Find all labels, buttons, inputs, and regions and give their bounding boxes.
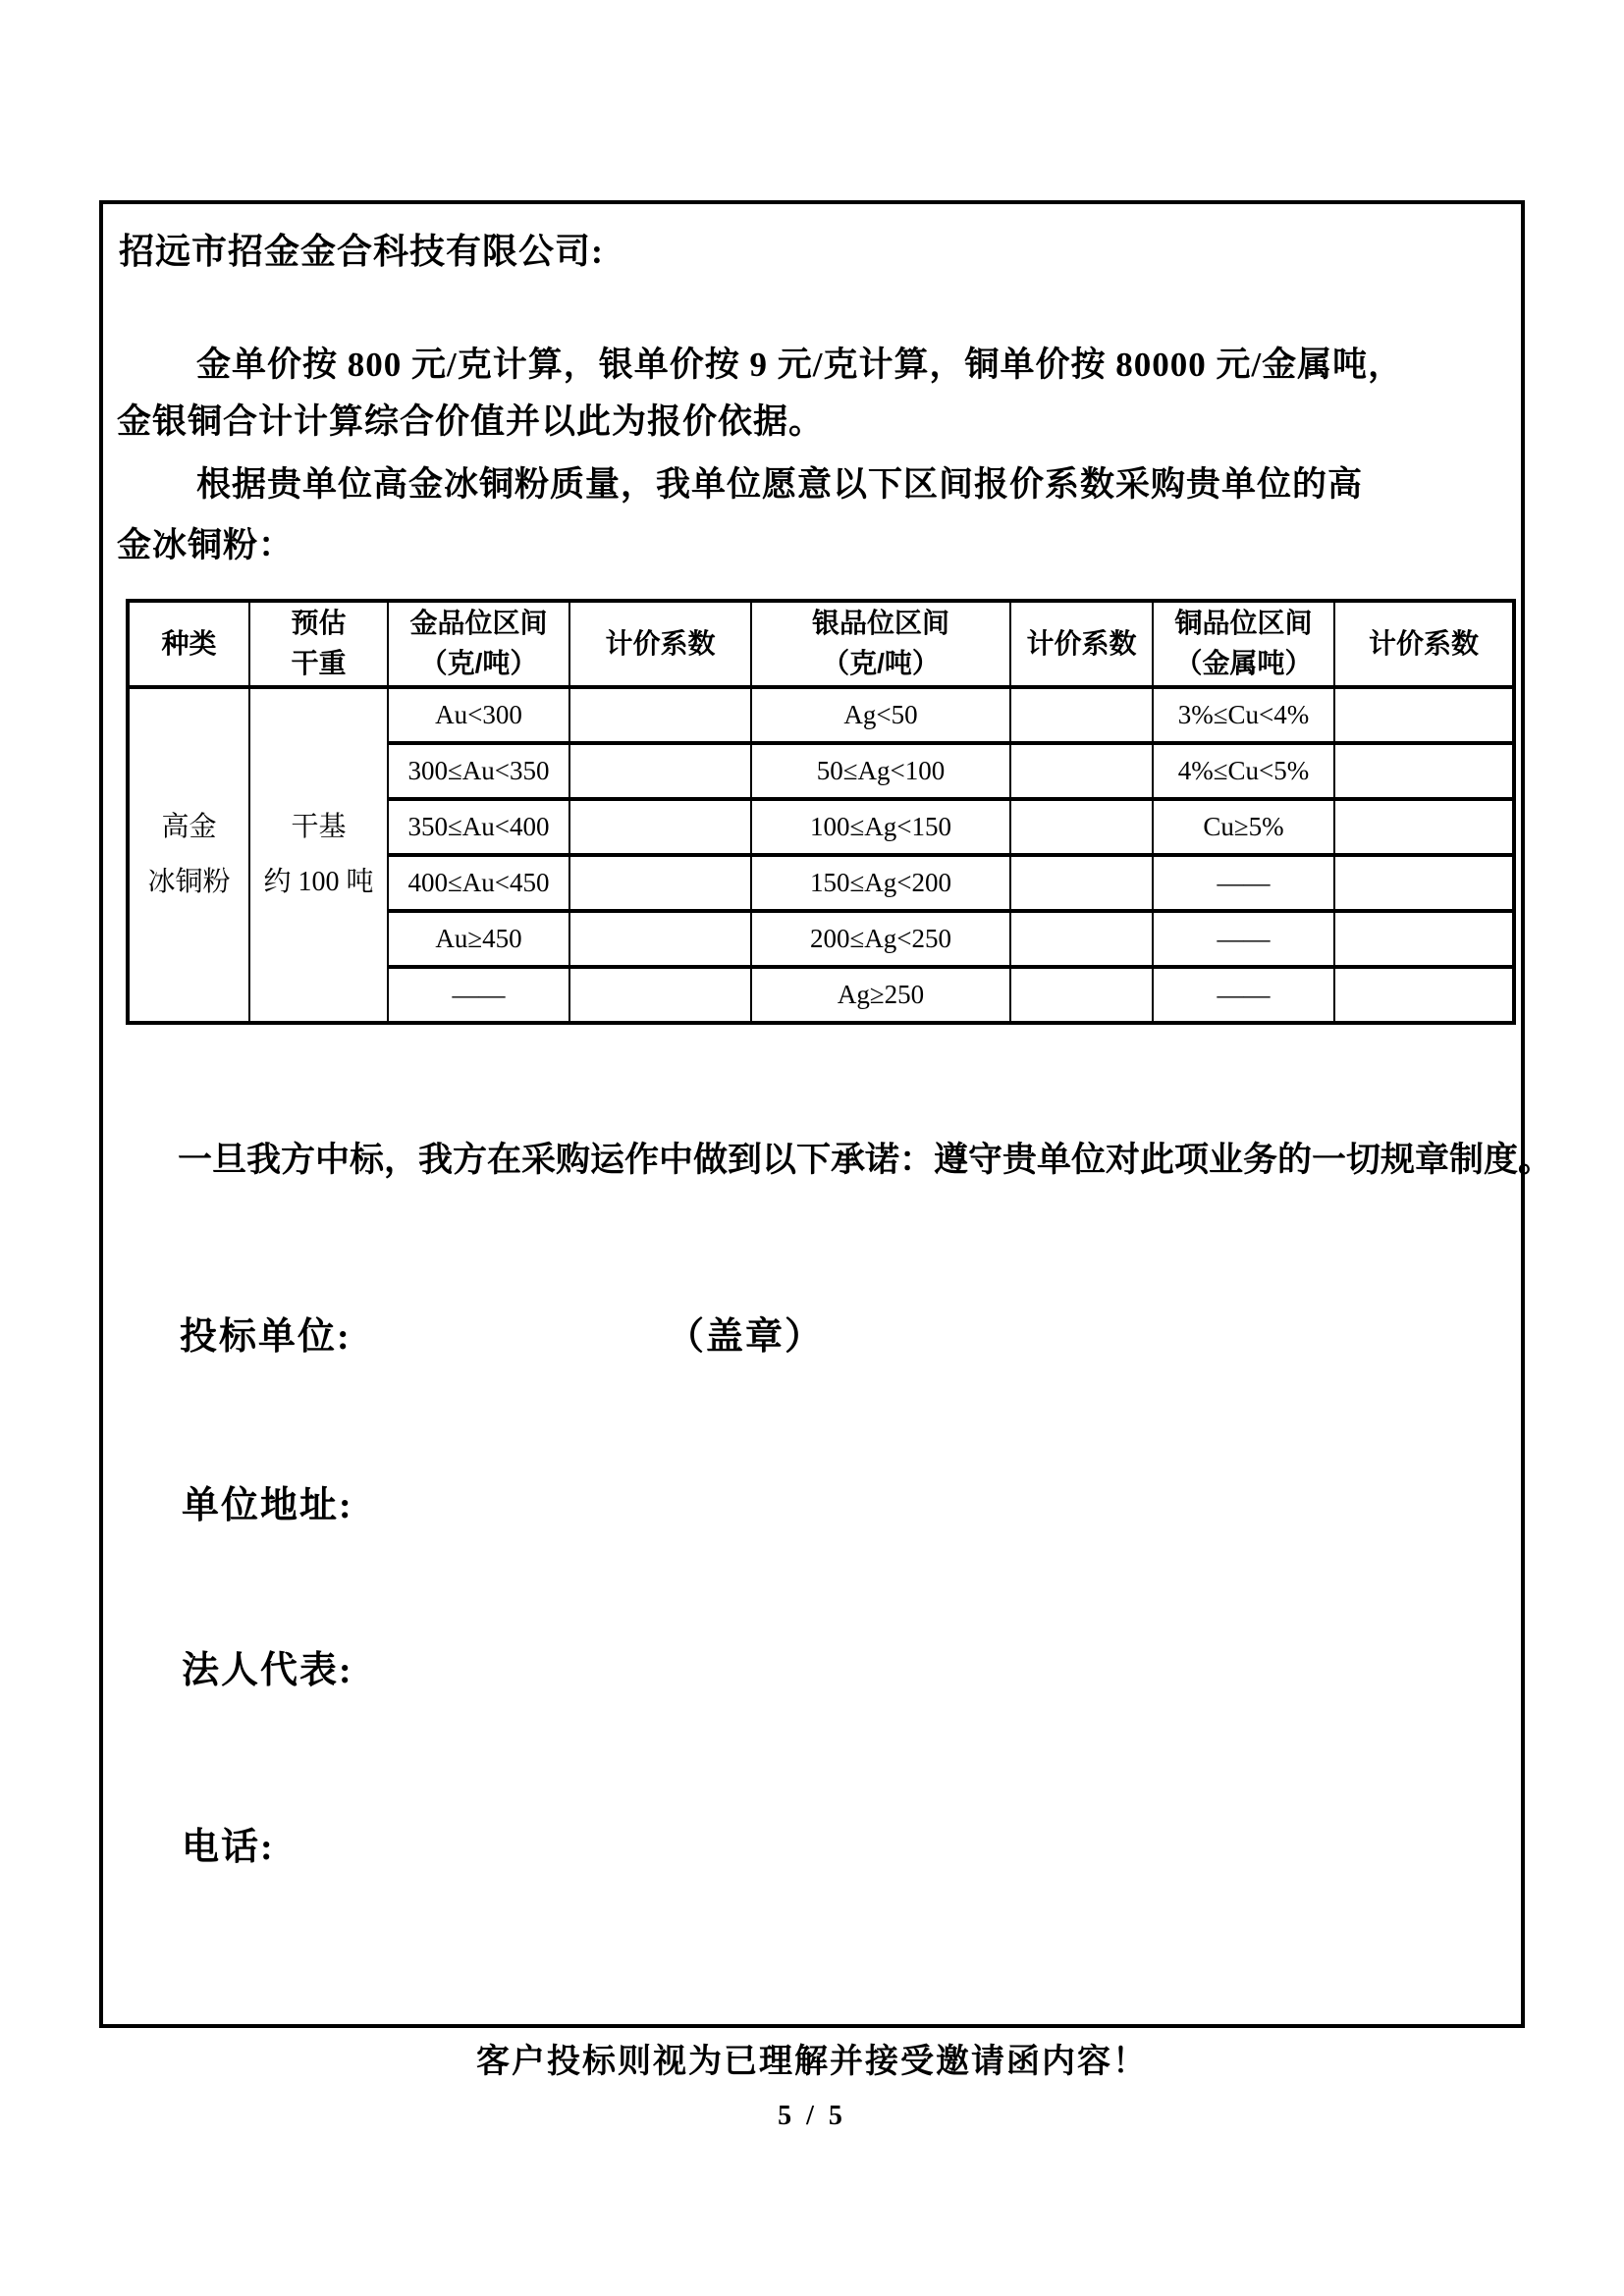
col-header-ag-coef: 计价系数 [1010, 601, 1153, 687]
ag-coef-cell [1010, 799, 1153, 855]
cu-range-cell: 4%≤Cu<5% [1153, 743, 1334, 799]
ag-range-cell: Ag<50 [751, 687, 1010, 743]
quote-coefficient-table [126, 599, 1516, 1025]
au-coef-cell [569, 855, 751, 911]
au-coef-cell [569, 967, 751, 1023]
au-range-cell: Au≥450 [388, 911, 569, 967]
ag-coef-cell [1010, 855, 1153, 911]
quote-intro-line-2: 金冰铜粉： [117, 526, 295, 564]
phone-label: 电话: [182, 1827, 275, 1868]
col-header-au-range: 金品位区间 （克/吨） [388, 601, 569, 687]
cu-coef-cell [1334, 743, 1514, 799]
ag-range-cell: 100≤Ag<150 [751, 799, 1010, 855]
col-header-au-coef: 计价系数 [569, 601, 751, 687]
species-cell: 高金 冰铜粉 [128, 687, 249, 1023]
cu-coef-cell [1334, 799, 1514, 855]
pricing-basis-line-2: 金银铜合计计算综合价值并以此为报价依据。 [117, 402, 825, 441]
cu-range-cell: 3%≤Cu<4% [1153, 687, 1334, 743]
au-coef-cell [569, 799, 751, 855]
address-label: 单位地址: [182, 1485, 353, 1526]
commitment-statement: 一旦我方中标，我方在采购运作中做到以下承诺：遵守贵单位对此项业务的一切规章制度。 [178, 1141, 1553, 1179]
quote-intro-line-1: 根据贵单位高金冰铜粉质量，我单位愿意以下区间报价系数采购贵单位的高 [196, 465, 1364, 504]
col-header-cu-coef: 计价系数 [1334, 601, 1514, 687]
au-range-cell: 400≤Au<450 [388, 855, 569, 911]
table-header-row [128, 601, 1514, 687]
au-coef-cell [569, 911, 751, 967]
cu-range-cell: —— [1153, 967, 1334, 1023]
cu-range-cell: —— [1153, 911, 1334, 967]
page-number: 5 / 5 [778, 2101, 846, 2131]
cu-coef-cell [1334, 967, 1514, 1023]
pricing-basis-line-1: 金单价按 800 元/克计算，银单价按 9 元/克计算，铜单价按 80000 元/金属吨， [196, 346, 1404, 384]
cu-coef-cell [1334, 911, 1514, 967]
legal-rep-label: 法人代表: [182, 1650, 353, 1691]
seal-label: （盖章） [667, 1316, 825, 1358]
recipient-company-title: 招远市招金金合科技有限公司: [119, 232, 604, 271]
ag-range-cell: 50≤Ag<100 [751, 743, 1010, 799]
cu-coef-cell [1334, 687, 1514, 743]
col-header-cu-range: 铜品位区间 （金属吨） [1153, 601, 1334, 687]
ag-range-cell: 200≤Ag<250 [751, 911, 1010, 967]
au-range-cell: Au<300 [388, 687, 569, 743]
ag-coef-cell [1010, 967, 1153, 1023]
ag-coef-cell [1010, 687, 1153, 743]
col-header-dry-weight: 预估 干重 [249, 601, 388, 687]
bidder-label: 投标单位: [180, 1316, 352, 1358]
col-header-species: 种类 [128, 601, 249, 687]
au-range-cell: 300≤Au<350 [388, 743, 569, 799]
au-coef-cell [569, 743, 751, 799]
au-range-cell: 350≤Au<400 [388, 799, 569, 855]
ag-range-cell: Ag≥250 [751, 967, 1010, 1023]
ag-coef-cell [1010, 743, 1153, 799]
cu-range-cell: Cu≥5% [1153, 799, 1334, 855]
col-header-ag-range: 银品位区间 （克/吨） [751, 601, 1010, 687]
ag-range-cell: 150≤Ag<200 [751, 855, 1010, 911]
page-border-frame [99, 200, 1553, 2028]
au-range-cell: —— [388, 967, 569, 1023]
table-row [128, 687, 1514, 743]
au-coef-cell [569, 687, 751, 743]
dry-weight-cell: 干基 约 100 吨 [249, 687, 388, 1023]
footer-note: 客户投标则视为已理解并接受邀请函内容！ [476, 2044, 1148, 2080]
cu-range-cell: —— [1153, 855, 1334, 911]
ag-coef-cell [1010, 911, 1153, 967]
cu-coef-cell [1334, 855, 1514, 911]
